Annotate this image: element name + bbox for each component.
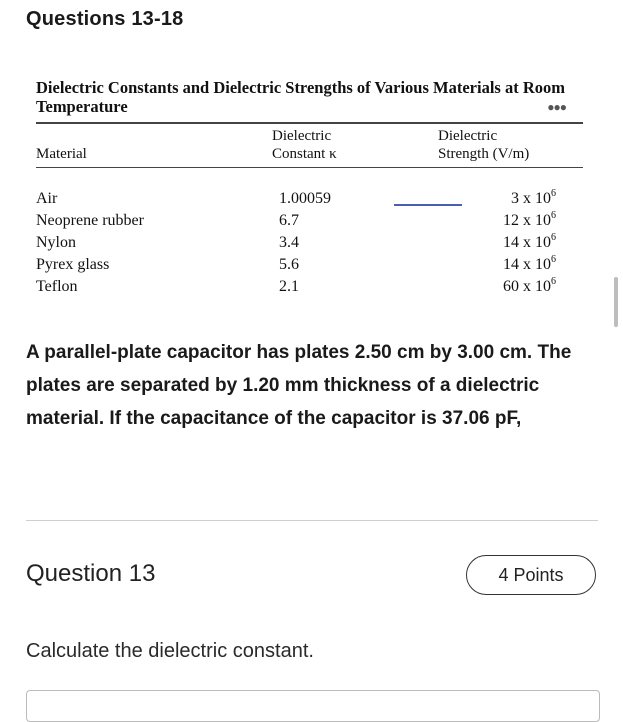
cell-material: Teflon — [36, 278, 78, 295]
question-title: Question 13 — [26, 560, 156, 587]
problem-statement: A parallel-plate capacitor has plates 2.50 cm by 3.00 cm. The plates are separated by 1.20 mm thickness of a dielectric material. If the capacitance of the capacitor is 37.06 pF, — [26, 342, 572, 429]
cell-material: Nylon — [36, 234, 76, 251]
table-row — [36, 232, 583, 254]
cell-material: Pyrex glass — [36, 256, 110, 273]
table-top-rule — [36, 122, 583, 124]
header-material: Material — [36, 146, 87, 162]
more-dots-icon[interactable]: ●●● — [547, 100, 566, 114]
question-prompt: Calculate the dielectric constant. — [26, 640, 314, 662]
header-strength-text: Dielectric Strength (V/m) — [438, 128, 530, 162]
selection-underline — [394, 204, 462, 206]
cell-material: Neoprene rubber — [36, 212, 144, 229]
exponent: 6 — [551, 254, 556, 265]
cell-dielectric-strength: 14 x $10^6$ — [503, 254, 556, 273]
cell-dielectric-constant: 1.00059 — [279, 190, 331, 207]
table-row — [36, 210, 583, 232]
header-dielectric-strength — [438, 127, 529, 163]
answer-input[interactable] — [26, 690, 600, 722]
cell-dielectric-constant: 6.7 — [279, 212, 299, 229]
cell-dielectric-strength: 14 x $10^6$ — [503, 232, 556, 251]
scrollbar-thumb[interactable] — [614, 277, 618, 327]
table-row — [36, 276, 583, 298]
table-body — [36, 188, 583, 298]
header-constant-text: Dielectric Constant κ — [272, 128, 337, 162]
table-row — [36, 254, 583, 276]
cell-dielectric-constant: 2.1 — [279, 278, 299, 295]
points-badge: 4 Points — [466, 555, 596, 595]
cell-dielectric-strength: 60 x $10^6$ — [503, 276, 556, 295]
exponent: 6 — [551, 188, 556, 199]
table-row — [36, 188, 583, 210]
section-title: Questions 13-18 — [26, 8, 184, 30]
header-dielectric-constant — [272, 127, 337, 163]
exponent: 6 — [551, 210, 556, 221]
table-header-rule — [36, 167, 583, 168]
dielectric-table — [36, 78, 586, 295]
cell-dielectric-strength: 12 x $10^6$ — [503, 210, 556, 229]
cell-material: Air — [36, 190, 58, 207]
cell-dielectric-constant: 3.4 — [279, 234, 299, 251]
exponent: 6 — [551, 276, 556, 287]
cell-dielectric-constant: 5.6 — [279, 256, 299, 273]
cell-dielectric-strength: 3 x $10^6$ — [511, 188, 556, 207]
divider — [26, 520, 598, 521]
table-caption: Dielectric Constants and Dielectric Strengths of Various Materials at Room Temperature — [36, 78, 565, 116]
exponent: 6 — [551, 232, 556, 243]
